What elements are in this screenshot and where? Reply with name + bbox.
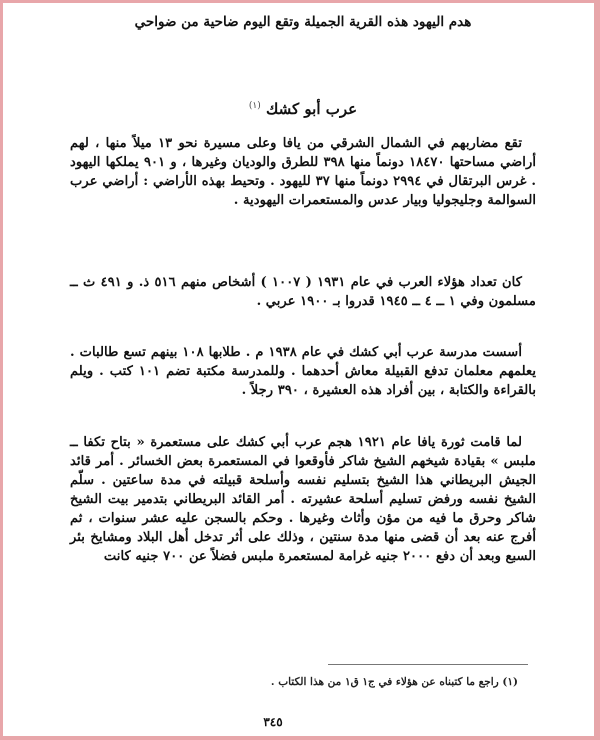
paragraph-location [70, 134, 536, 210]
paragraph-text: لما قامت ثورة يافا عام ١٩٢١ هجم عرب أبي كشك على مستعمرة « بتاح تكفا ــ ملبس » بقيادة شيخهم الشيخ شاكر فأوقعوا في المستعمرة بعض الخسائر . أمر قائد الجيش البريطاني هذا الشيخ بتسليم نفسه وأسلحة قبيلته في مدة ساعتين . سلّم الشيخ نفسه ورفض تسليم أسلحة عشيرته . أمر القائد البريطاني بتدمير بيت الشيخ شاكر وحرق ما فيه من مؤن وأثاث وغيرها . وحكم بالسجن عليه عشر سنوات ، ثم أفرج عنه بعد أن قضى منها مدة سنتين ، وذلك على أثر تدخل أهل البلاد ومشايخ بئر السبع وبعد أن دفع ٢٠٠٠ جنيه غرامة لمستعمرة ملبس فضلاً عن ٧٠٠ جنيه كانت [70, 435, 536, 564]
footnote-separator [328, 664, 528, 665]
paragraph-revolt [70, 433, 536, 566]
section-heading [153, 100, 453, 118]
heading-text: عرب أبو كشك [266, 100, 358, 118]
paragraph-population [70, 273, 536, 311]
paragraph-text: كان تعداد هؤلاء العرب في عام ١٩٣١ ( ١٠٠٧ ) أشخاص منهم ٥١٦ ذ. و ٤٩١ ث ــ مسلمون وفي ١ ــ ٤ ــ ١٩٤٥ قدروا بـ ١٩٠٠ عربي . [70, 275, 536, 309]
paragraph-text: أسست مدرسة عرب أبي كشك في عام ١٩٣٨ م . طلابها ١٠٨ بينهم تسع طالبات . يعلمهم معلمان تدفع القبيلة معاش أحدهما . وللمدرسة مكتبة تضم ١٠١ كتب . ويلم بالقراءة والكتابة ، بين أفراد هذه العشيرة ، ٣٩٠ رجلاً . [70, 345, 536, 398]
paragraph-text: تقع مضاربهم في الشمال الشرقي من يافا وعلى مسيرة نحو ١٣ ميلاً منها ، لهم أراضي مساحتها ١٨٤٧٠ دونماً منها ٣٩٨ للطرق والوديان وغيرها ، و ٩٠١ يملكها اليهود . غرس البرتقال في ٢٩٩٤ دونماً منها ٣٧ لليهود . وتحيط بهذه الأراضي : أراضي عرب السوالمة وجليجوليا وبيار عدس والمستعمرات اليهودية . [70, 136, 536, 208]
footnote: (١) راجع ما كتبناه عن هؤلاء في ج١ ق١ من هذا الكتاب . [270, 676, 518, 688]
footnote-marker: (١) [248, 101, 261, 111]
paragraph-school [70, 343, 536, 400]
page-number: ٣٤٥ [263, 715, 283, 729]
document-page [3, 3, 594, 736]
continuation-line: هدم اليهود هذه القرية الجميلة وتقع اليوم ضاحية من ضواحي [134, 14, 472, 30]
